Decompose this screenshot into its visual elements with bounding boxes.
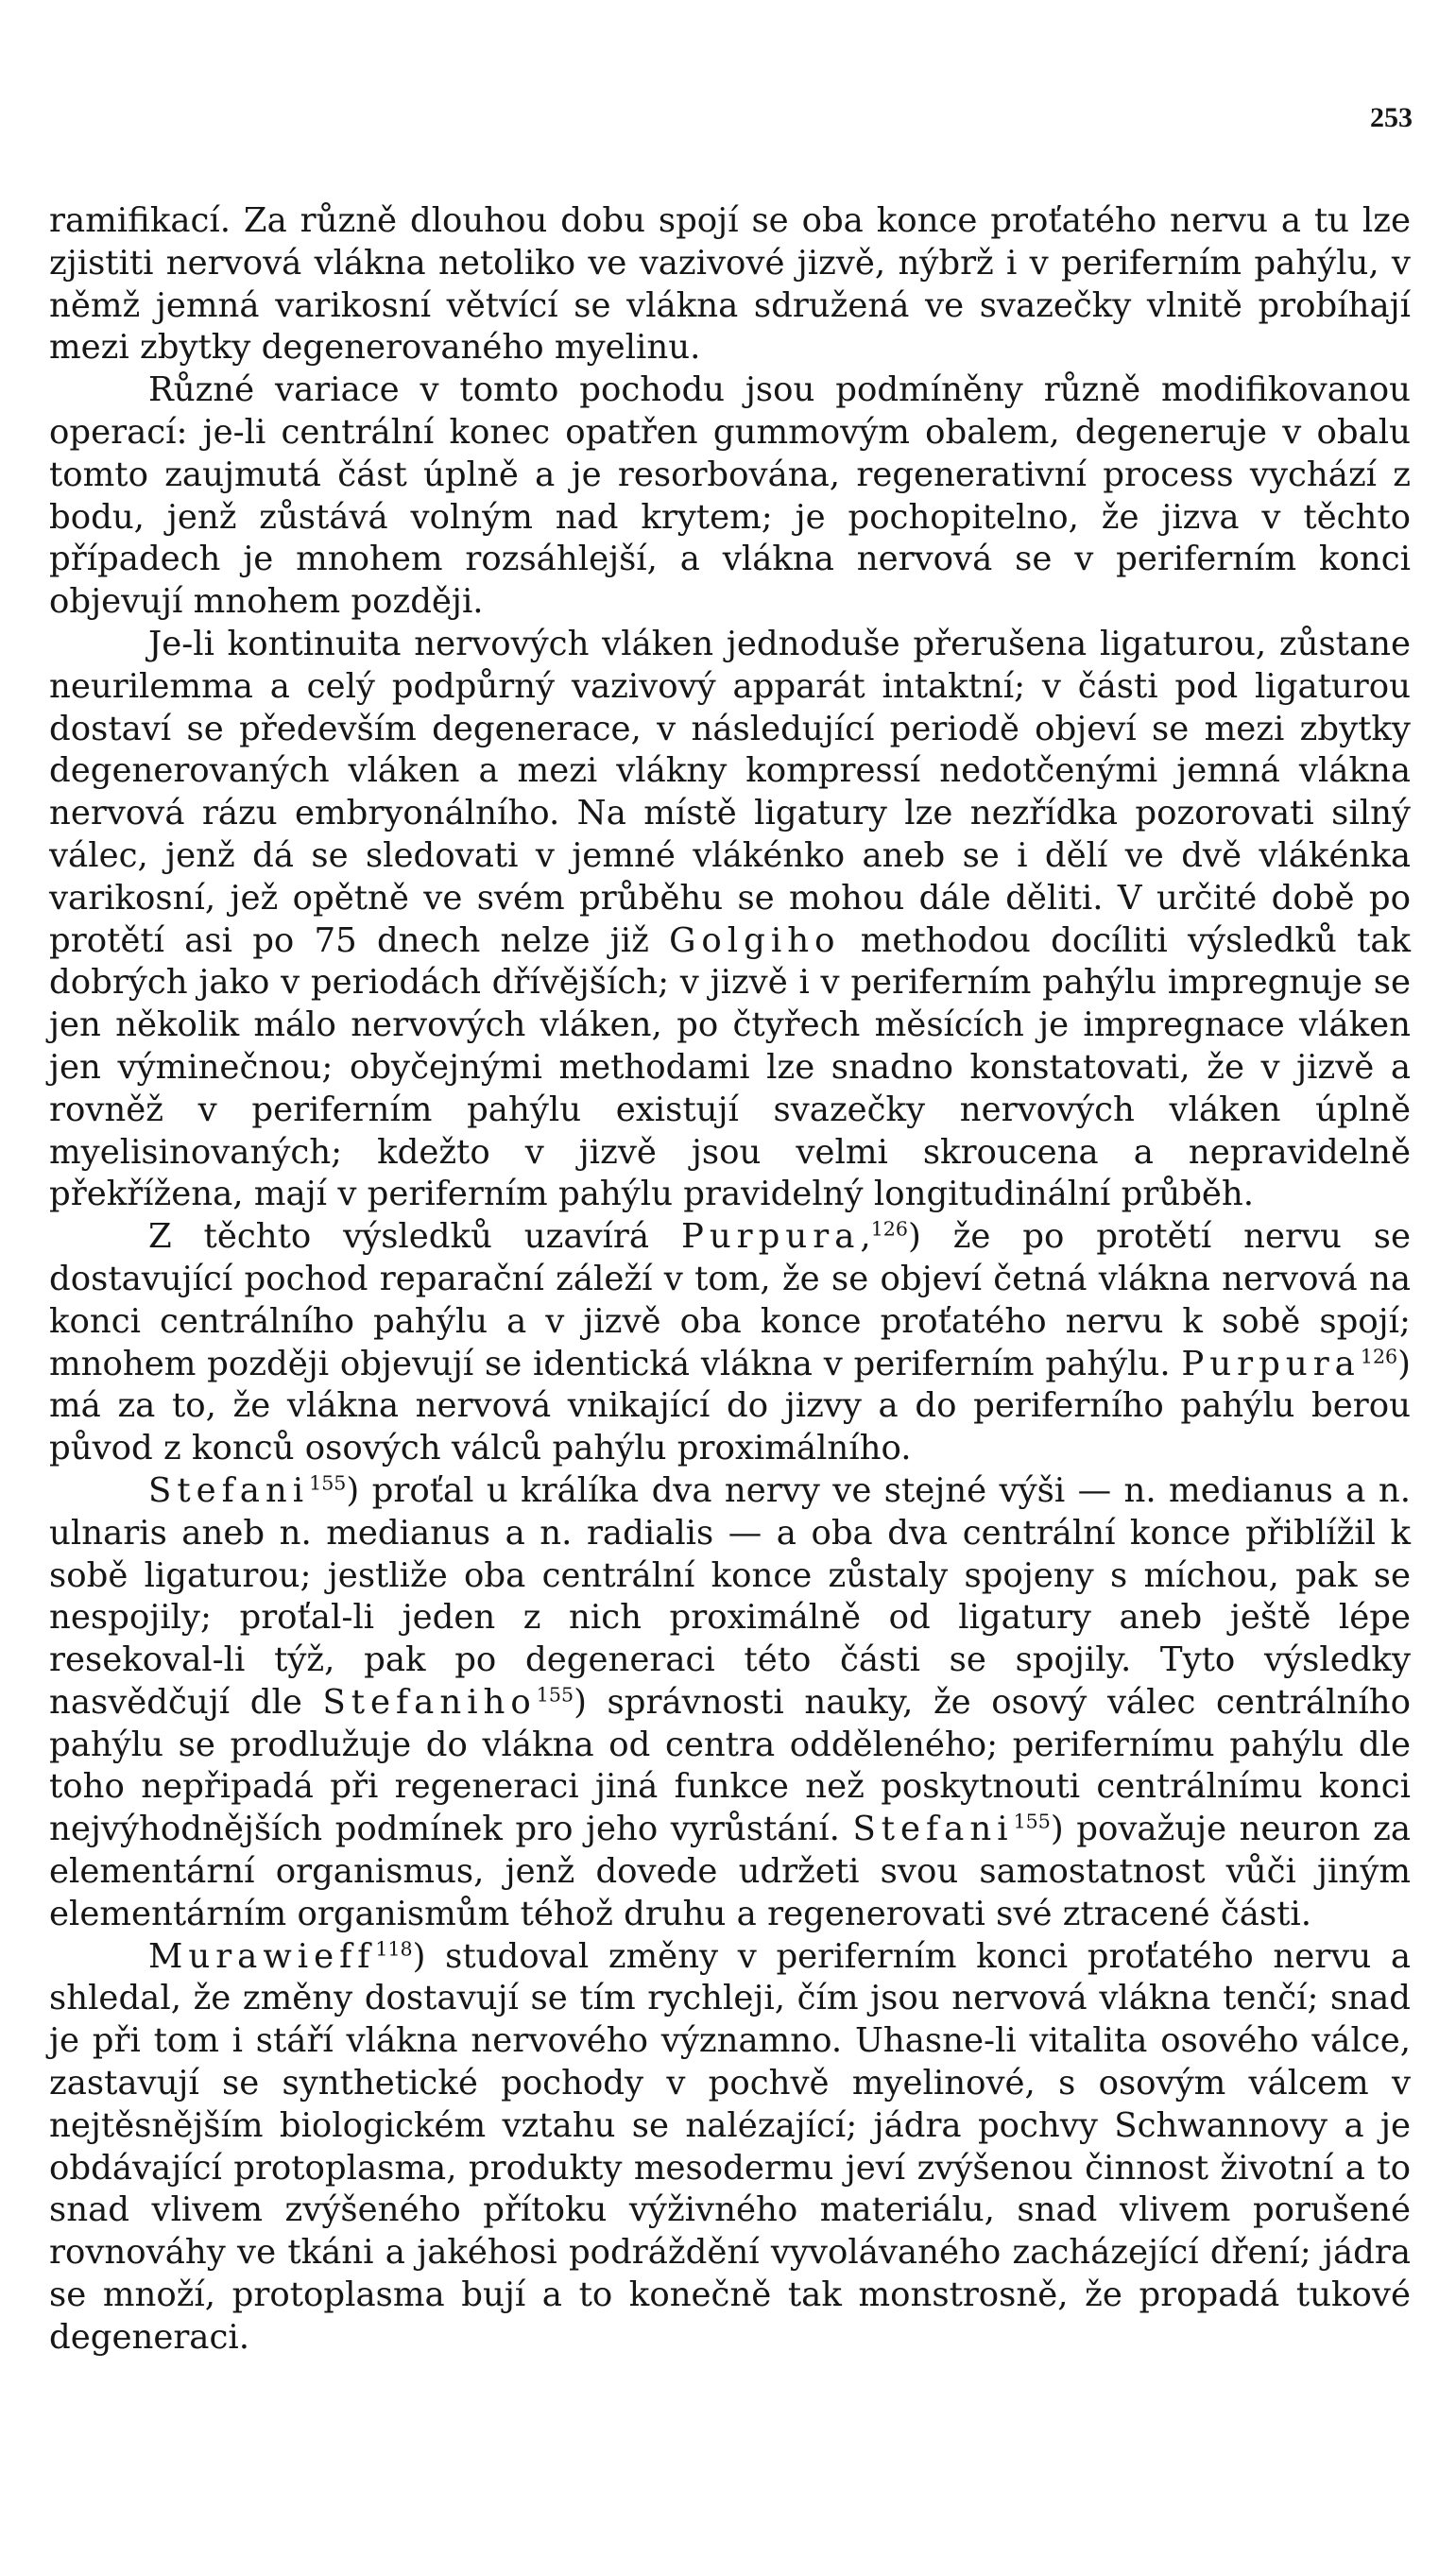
author-name: Stefani: [148, 1470, 310, 1510]
body-text: [49, 200, 1411, 2360]
reference-number: 155: [536, 1683, 574, 1707]
page-number: 253: [1370, 102, 1413, 133]
author-name: Golgiho: [669, 920, 841, 960]
author-name: Murawieff: [148, 1936, 376, 1976]
reference-number: 155: [309, 1471, 347, 1495]
paragraph-4: Z těchto výsledků uzavírá Purpura,$^{126}$) že po protětí nervu se dostavující pochod reparační záleží v tom, že se objeví četná vlákna nervová na konci centrálního pahýlu a v jizvě oba konce proťatého nervu k sobě spojí; mnohem později objevují se identická vlákna v periferním pahýlu. Purpura$^{126}$) má za to, že vlákna nervová vnikající do jizvy a do periferního pahýlu berou původ z konců osových válců pahýlu proximálního.: [49, 1217, 1411, 1468]
paragraph-5-text-a: ) proťal u králíka dva nervy ve stejné výši — n. medianus a n. ulnaris aneb n. medianus a n. radialis — a oba dva centrální konce přiblížil k sobě ligaturou; jestliže oba centrální konce zůstaly spojeny s míchou, pak se nespojily; proťal-li jeden z nich proximálně od ligatury aneb ještě lépe resekoval-li týž, pak po degeneraci této části se spojily. Tyto výsledky nasvědčují dle: [49, 1470, 1411, 1722]
reference-number: 155: [1013, 1810, 1051, 1833]
paragraph-4-text-a: Z těchto výsledků uzavírá: [148, 1217, 681, 1257]
paragraph-2: [49, 369, 1411, 624]
paragraph-5-text-b: ) správnosti nauky, že osový válec centrálního pahýlu se prodlužuje do vlákna od centra odděleného; perifernímu pahýlu dle toho nepřipadá při regeneraci jiná funkce než poskytnouti centrálnímu konci nejvýhodnějších podmínek pro jeho vyrůstání.: [49, 1682, 1411, 1849]
reference-number: 126: [1360, 1345, 1398, 1368]
reference-number: 118: [375, 1937, 413, 1961]
paragraph-3: [49, 624, 1411, 1216]
paragraph-4-text-b: ) že po protětí nervu se dostavující pochod reparační záleží v tom, že se objeví četná vlákna nervová na konci centrálního pahýlu a v jizvě oba konce proťatého nervu k sobě spojí; mnohem později objevují se identická vlákna v periferním pahýlu.: [49, 1217, 1411, 1383]
paragraph-4-text-c: ) má za to, že vlákna nervová vnikající do jizvy a do periferního pahýlu berou původ z konců osových válců pahýlu proximálního.: [49, 1344, 1411, 1468]
paragraph-1: [49, 200, 1411, 369]
paragraph-5: [49, 1470, 1411, 1936]
reference-number: 126: [870, 1217, 908, 1241]
author-name: Stefani: [852, 1810, 1014, 1849]
author-name: Stefaniho: [322, 1682, 537, 1722]
author-name: Purpura: [1181, 1344, 1361, 1383]
paragraph-1-text: ramifikací. Za různě dlouhou dobu spojí se oba konce proťatého nervu a tu lze zjistiti nervová vlákna netoliko ve vazivové jizvě, nýbrž i v periferním pahýlu, v němž jemná varikosní větvící se vlákna sdružená ve svazečky vlnitě probíhají mezi zbytky degenerovaného myelinu.: [49, 201, 1411, 368]
paragraph-6-text-a: ) studoval změny v periferním konci proťatého nervu a shledal, že změny dostavují se tím rychleji, čím jsou nervová vlákna tenčí; snad je při tom i stáří vlákna nervového významno. Uhasne-li vitalita osového válce, zastavují se synthetické pochody v pochvě myelinové, s osovým válcem v nejtěsnějším biologickém vztahu se nalézající; jádra pochvy Schwannovy a je obdávající protoplasma, produkty mesodermu jeví zvýšenou činnost životní a to snad vlivem zvýšeného přítoku výživného materiálu, snad vlivem porušené rovnováhy ve tkáni a jakéhosi podráždění vyvolávaného zacházející dření; jádra se množí, protoplasma bují a to konečně tak monstrosně, že propadá tukové degeneraci.: [49, 1936, 1411, 2357]
paragraph-2-text: Různé variace v tomto pochodu jsou podmíněny různě modifikovanou operací: je-li centrální konec opatřen gummovým obalem, degeneruje v obalu tomto zaujmutá část úplně a je resorbována, regenerativní process vychází z bodu, jenž zůstává volným nad krytem; je pochopitelno, že jizva v těchto případech je mnohem rozsáhlejší, a vlákna nervová se v periferním konci objevují mnohem později.: [49, 370, 1411, 622]
author-name: Purpura: [680, 1217, 861, 1257]
paragraph-6: [49, 1936, 1411, 2360]
paragraph-5-text-c: ) považuje neuron za elementární organismus, jenž dovede udržeti svou samostatnost vůči jiným elementárním organismům téhož druhu a regenerovati své ztracené části.: [49, 1810, 1411, 1933]
paragraph-3-text-b: methodou docíliti výsledků tak dobrých jako v periodách dřívějších; v jizvě i v periferním pahýlu impregnuje se jen několik málo nervových vláken, po čtyřech měsících je impregnace vláken jen výminečnou; obyčejnými methodami lze snadno konstatovati, že v jizvě a rovněž v periferním pahýlu existují svazečky nervových vláken úplně myelisinovaných; kdežto v jizvě jsou velmi skroucena a nepravidelně překřížena, mají v periferním pahýlu pravidelný longitudinální průběh.: [49, 920, 1411, 1214]
paragraph-3-text-a: Je-li kontinuita nervových vláken jednoduše přerušena ligaturou, zůstane neurilemma a celý podpůrný vazivový apparát intaktní; v části pod ligaturou dostaví se především degenerace, v následující periodě objeví se mezi zbytky degenerovaných vláken a mezi vlákny kompressí nedotčenými jemná vlákna nervová rázu embryonálního. Na místě ligatury lze nezřídka pozorovati silný válec, jenž dá se sledovati v jemné vlákénko aneb se i dělí ve dvě vlákénka varikosní, jež opětně ve svém průběhu se mohou dále děliti. V určité době po protětí asi po 75 dnech nelze již: [49, 624, 1411, 960]
